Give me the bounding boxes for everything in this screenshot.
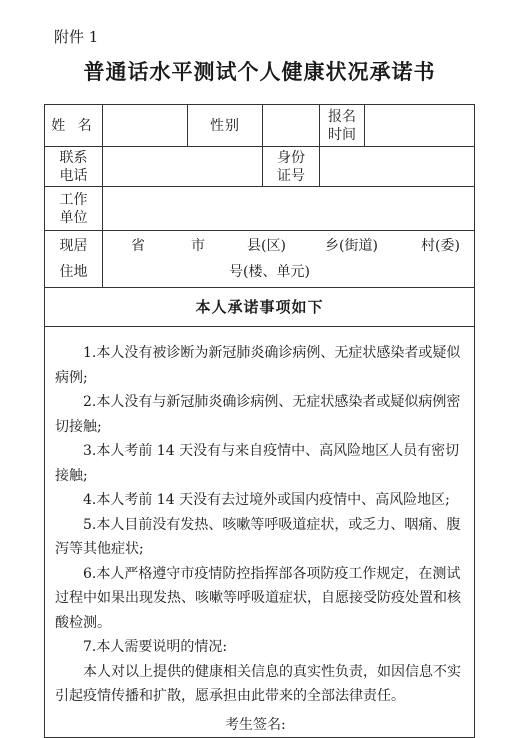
work-unit-field[interactable]	[103, 187, 475, 231]
register-time-label-line1: 报名	[328, 108, 356, 125]
gender-field[interactable]	[263, 105, 320, 147]
name-field[interactable]	[103, 105, 188, 147]
commitments-heading: 本人承诺事项如下	[45, 288, 475, 327]
commitment-item: 4.本人考前 14 天没有去过境外或国内疫情中、高风险地区;	[83, 492, 450, 508]
id-number-label	[263, 147, 320, 187]
address-field[interactable]	[103, 231, 475, 288]
phone-label	[45, 147, 103, 187]
address-town: 乡(街道)	[325, 238, 378, 254]
signature-label: 考生签名:	[225, 716, 286, 733]
attachment-label: 附件 1	[54, 28, 99, 46]
name-label: 姓 名	[45, 105, 103, 147]
address-city: 市	[191, 238, 205, 254]
phone-label-line1: 联系	[59, 149, 88, 166]
register-time-label	[320, 105, 365, 147]
phone-label-line2: 电话	[59, 167, 88, 184]
declaration-text: 本人对以上提供的健康相关信息的真实性负责，如因信息不实引起疫情传播和扩散，愿承担由此带来的全部法律责任。	[55, 663, 461, 704]
address-building: 号(楼、单元)	[229, 264, 310, 280]
health-commitment-form	[44, 104, 475, 738]
id-number-label-line2: 证号	[277, 167, 305, 184]
commitment-item: 1.本人没有被诊断为新冠肺炎确诊病例、无症状感染者或疑似病例;	[55, 345, 461, 386]
address-label-line1: 现居	[59, 238, 88, 254]
commitment-item: 5.本人目前没有发热、咳嗽等呼吸道症状，或乏力、咽痛、腹泻等其他症状;	[55, 516, 461, 557]
address-label-line2: 住地	[59, 264, 88, 280]
commitment-item: 6.本人严格遵守市疫情防控指挥部各项防疫工作规定，在测试过程中如果出现发热、咳嗽等呼吸道症状，自愿接受防疫处置和核酸检测。	[55, 565, 461, 631]
address-label	[45, 231, 103, 288]
work-unit-label-line2: 单位	[59, 209, 88, 226]
address-province: 省	[131, 238, 145, 254]
commitment-item: 3.本人考前 14 天没有与来自疫情中、高风险地区人员有密切接触;	[55, 443, 460, 484]
work-unit-label-line1: 工作	[59, 191, 88, 208]
commitments-body	[45, 327, 475, 738]
id-number-field[interactable]	[320, 147, 475, 187]
address-village: 村(委)	[421, 238, 460, 254]
commitment-item: 2.本人没有与新冠肺炎确诊病例、无症状感染者或疑似病例密切接触;	[55, 394, 461, 435]
commitment-item: 7.本人需要说明的情况:	[83, 639, 228, 655]
phone-field[interactable]	[103, 147, 263, 187]
address-county: 县(区)	[247, 238, 286, 254]
gender-label: 性别	[188, 105, 263, 147]
register-time-field[interactable]	[365, 105, 475, 147]
register-time-label-line2: 时间	[328, 126, 356, 143]
id-number-label-line1: 身份	[277, 149, 305, 166]
document-title: 普通话水平测试个人健康状况承诺书	[83, 59, 436, 84]
work-unit-label	[45, 187, 103, 231]
